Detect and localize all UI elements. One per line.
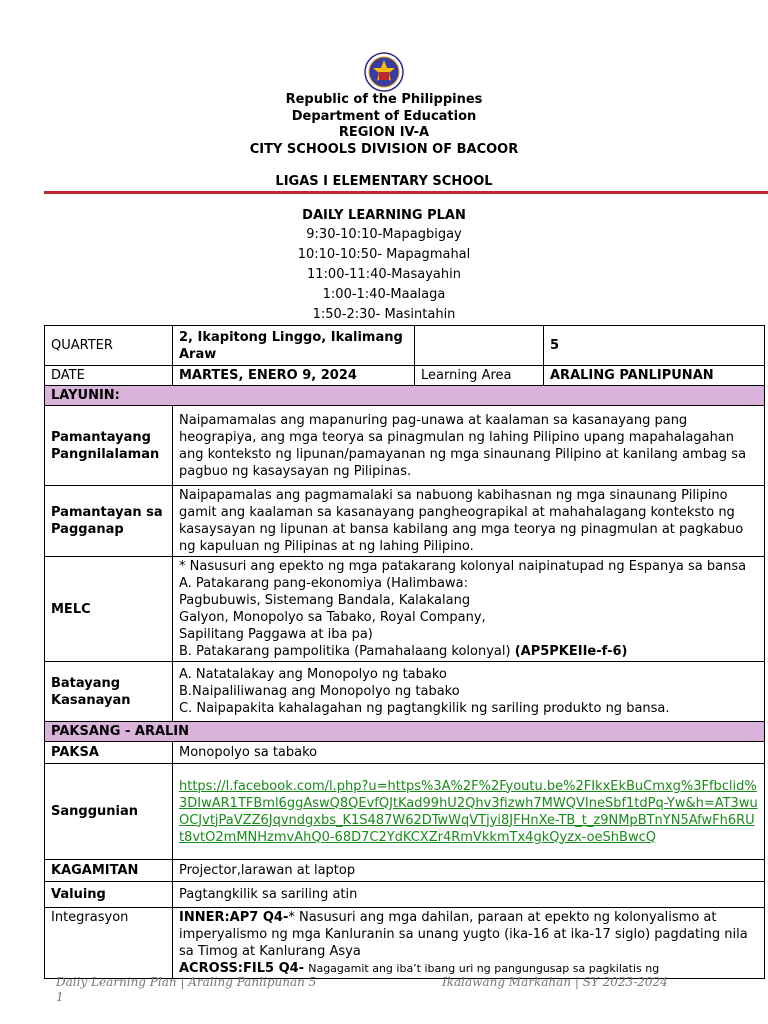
batayang-kasanayan-row	[45, 662, 765, 722]
section-title: PAKSANG - ARALIN	[45, 722, 765, 742]
row-label: PAKSA	[45, 742, 173, 764]
paksa-row	[45, 742, 765, 764]
schedule-item: 9:30-10:10-Mapagbigay	[306, 227, 462, 242]
schedule-item: 1:00-1:40-Maalaga	[322, 287, 446, 302]
footer-right: Ikalawang Markahan | SY 2023-2024	[442, 975, 668, 989]
grade-value: 5	[544, 326, 765, 366]
melc-line: Sapilitang Paggawa at iba pa)	[179, 627, 373, 642]
row-label: Batayang Kasanayan	[45, 662, 173, 722]
pamantayang-pangnilalaman-row	[45, 406, 765, 486]
date-value: MARTES, ENERO 9, 2024	[173, 366, 415, 386]
sanggunian-cell	[173, 764, 765, 860]
row-label: Sanggunian	[45, 764, 173, 860]
valuing-row	[45, 882, 765, 908]
page-number: 1	[56, 990, 64, 1004]
bk-line: A. Natatalakay ang Monopolyo ng tabako	[179, 667, 447, 682]
row-text: Naipapamalas ang pagmamalaki sa nabuong kabihasnan ng mga sinaunang Pilipino gamit ang kaalaman sa kasanayang pangheograpikal at mahahalagang konteksto ng kasaysayan ng lipunan at bansa kabilang ang mga teorya ng pinagmulan at pagkabuo ng kapuluan ng Pilipinas at ng lahing Pilipino.	[173, 486, 765, 557]
sanggunian-link[interactable]: https://l.facebook.com/l.php?u=https%3A%2F%2Fyoutu.be%2FIkxEkBuCmxg%3Ffbclid%3DIwAR1TFBml6ggAswQ8QEvfQJtKad99hU2Qhv3fizwh7MWQVIneSbf1tdPq-Yw&h=AT3wuOCJvtjPaVZZ6Jqvndgxbs_K1S487W62DTwWqVTjyi8JFHnXe-TB_t_z9NMpBTnYN5AfwFh6RUt8vtO2mMNHzmvAhQ0-68D7C2YdKCXZr4RmVkkmTx4gkQyzx-oeShBwcQ	[179, 778, 758, 845]
row-label: Pamantayang Pangnilalaman	[45, 406, 173, 486]
learning-area-label: Learning Area	[415, 366, 544, 386]
empty-cell	[415, 326, 544, 366]
kagamitan-row	[45, 860, 765, 882]
section-layunin	[45, 386, 765, 406]
quarter-row	[45, 326, 765, 366]
integrasyon-row	[45, 908, 765, 979]
learning-area-value: ARALING PANLIPUNAN	[544, 366, 765, 386]
across-text: Nagagamit ang iba’t ibang uri ng pangungusap sa pagkilatis ng	[308, 962, 660, 975]
sanggunian-row	[45, 764, 765, 860]
section-title: LAYUNIN:	[45, 386, 765, 406]
row-text: Projector,larawan at laptop	[173, 860, 765, 882]
inner-text: * Nasusuri ang mga dahilan, paraan at epekto ng kolonyalismo at imperyalismo ng mga Kanluranin sa unang yugto (ika-16 at ika-17 siglo) pagdating nila sa Timog at Kanlurang Asya	[179, 910, 748, 959]
bk-text	[173, 662, 765, 722]
date-label: DATE	[45, 366, 173, 386]
melc-line: Galyon, Monopolyo sa Tabako, Royal Company,	[179, 610, 486, 625]
pamantayan-sa-pagganap-row	[45, 486, 765, 557]
row-text: Monopolyo sa tabako	[173, 742, 765, 764]
section-paksang-aralin	[45, 722, 765, 742]
header-line-1: Republic of the Philippines	[285, 92, 483, 107]
school-name: LIGAS I ELEMENTARY SCHOOL	[275, 174, 493, 189]
inner-integration	[179, 909, 758, 960]
row-label: Integrasyon	[45, 908, 173, 979]
melc-row	[45, 557, 765, 662]
header-line-3: REGION IV-A	[338, 125, 430, 140]
melc-line: * Nasusuri ang epekto ng mga patakarang kolonyal naipinatupad ng Espanya sa bansa	[179, 559, 747, 574]
melc-line: A. Patakarang pang-ekonomiya (Halimbawa:	[179, 576, 468, 591]
quarter-value: 2, Ikapitong Linggo, Ikalimang Araw	[173, 326, 415, 366]
across-tag: ACROSS:FIL5 Q4-	[179, 961, 305, 976]
row-label: Pamantayan sa Pagganap	[45, 486, 173, 557]
quarter-label: QUARTER	[45, 326, 173, 366]
lesson-plan-table	[44, 325, 765, 979]
schedule-item: 11:00-11:40-Masayahin	[307, 267, 461, 282]
date-row	[45, 366, 765, 386]
header-line-2: Department of Education	[291, 108, 477, 124]
footer-left: Daily Learning Plan | Araling Panlipunan 5	[56, 975, 317, 989]
melc-line	[179, 643, 758, 660]
integrasyon-text	[173, 908, 765, 979]
plan-title: DAILY LEARNING PLAN	[302, 208, 466, 223]
bk-line: C. Naipapakita kahalagahan ng pagtangkilik ng sariling produkto ng bansa.	[179, 701, 670, 716]
row-text: Naipamamalas ang mapanuring pag-unawa at kaalaman sa kasanayang pang heograpiya, ang mga teorya sa pinagmulan ng lahing Pilipino upang mapahalagahan ang konteksto ng lipunan/pamayanan ng mga sinaunang Pilipino at kanilang ambag sa pagbuo ng kasaysayan ng Pilipinas.	[173, 406, 765, 486]
schedule-list	[0, 225, 768, 325]
row-text: Pagtangkilik sa sariling atin	[173, 882, 765, 908]
melc-line-text: B. Patakarang pampolitika (Pamahalaang kolonyal)	[179, 644, 511, 659]
deped-seal-logo	[364, 52, 404, 92]
row-label: KAGAMITAN	[45, 860, 173, 882]
inner-tag: INNER:AP7 Q4-	[179, 910, 289, 925]
header-line-4: CITY SCHOOLS DIVISION OF BACOOR	[249, 141, 519, 157]
melc-code: (AP5PKEIIe-f-6)	[514, 644, 628, 659]
row-label: Valuing	[45, 882, 173, 908]
schedule-item: 10:10-10:50- Mapagmahal	[297, 247, 471, 262]
header-divider	[44, 191, 768, 194]
melc-line: Pagbubuwis, Sistemang Bandala, Kalakalang	[179, 593, 471, 608]
bk-line: B.Naipaliliwanag ang Monopolyo ng tabako	[179, 684, 460, 699]
row-label: MELC	[45, 557, 173, 662]
agency-header	[0, 92, 768, 158]
melc-text	[173, 557, 765, 662]
schedule-item: 1:50-2:30- Masintahin	[312, 307, 456, 322]
